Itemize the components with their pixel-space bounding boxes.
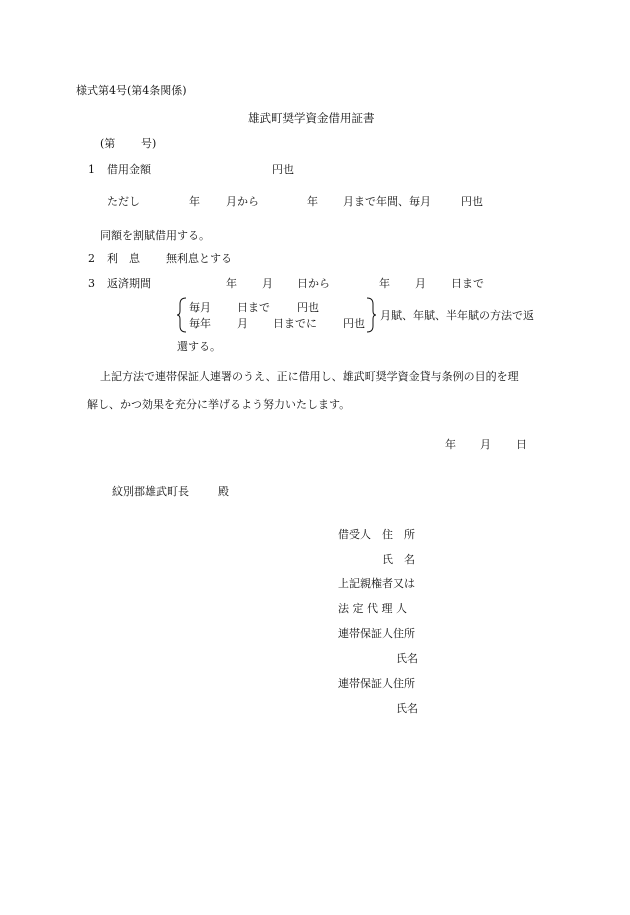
- item-3-number: 3: [88, 277, 95, 290]
- proviso-unit: 円也: [461, 195, 483, 208]
- item-2-value: 無利息とする: [166, 252, 232, 265]
- borrower-address-label: 住 所: [382, 528, 415, 541]
- pledge-line-1: 上記方法で連帯保証人連署のうえ、正に借用し、雄武町奨学資金貸与条例の目的を理: [100, 370, 519, 383]
- proviso-year-2: 年: [307, 195, 318, 208]
- monthly-day: 日まで: [237, 301, 270, 314]
- period-year-1: 年: [226, 277, 237, 290]
- addressee-name: 紋別郡雄武町長: [112, 485, 189, 498]
- proviso-month-to: 月まで年間、毎月: [343, 195, 431, 208]
- period-day-to: 日まで: [451, 277, 484, 290]
- yearly-label: 毎年: [189, 317, 211, 330]
- number-close: 号): [141, 137, 157, 150]
- installment-note: 同額を割賦借用する。: [100, 229, 210, 242]
- item-1-number: 1: [88, 163, 95, 176]
- guarantor-1-name-label: 氏名: [396, 652, 418, 665]
- monthly-label: 毎月: [189, 301, 211, 314]
- number-open: (第: [100, 137, 116, 150]
- proviso-year-1: 年: [189, 195, 200, 208]
- date-day: 日: [516, 438, 527, 451]
- period-month-2: 月: [415, 277, 426, 290]
- form-label: 様式第4号(第4条関係): [76, 84, 187, 97]
- period-month-1: 月: [262, 277, 273, 290]
- pledge-line-2: 解し、かつ効果を充分に挙げるよう努力いたします。: [87, 398, 351, 411]
- proviso-tadashi: ただし: [107, 195, 140, 208]
- left-brace-icon: [176, 297, 188, 333]
- right-brace-icon: [365, 297, 377, 333]
- period-year-2: 年: [379, 277, 390, 290]
- item-3-label: 返済期間: [107, 277, 151, 290]
- guardian-label-1: 上記親権者又は: [338, 577, 415, 590]
- monthly-unit: 円也: [297, 301, 319, 314]
- borrower-label: 借受人: [338, 528, 371, 541]
- proviso-month-from: 月から: [226, 195, 259, 208]
- repayment-method: 月賦、年賦、半年賦の方法で返: [380, 309, 534, 322]
- guarantor-2-address-label: 連帯保証人住所: [338, 677, 415, 690]
- guarantor-2-name-label: 氏名: [396, 702, 418, 715]
- item-2-label: 利 息: [107, 252, 140, 265]
- item-1-unit: 円也: [272, 163, 294, 176]
- yearly-month: 月: [237, 317, 248, 330]
- borrower-name-label: 氏 名: [382, 553, 415, 566]
- period-day-from: 日から: [297, 277, 330, 290]
- yearly-unit: 円也: [343, 317, 365, 330]
- yearly-day: 日までに: [273, 317, 317, 330]
- date-year: 年: [445, 438, 456, 451]
- addressee-honorific: 殿: [218, 485, 229, 498]
- item-1-label: 借用金額: [107, 163, 151, 176]
- guardian-label-2: 法 定 代 理 人: [338, 602, 407, 615]
- document-title: 雄武町奨学資金借用証書: [248, 111, 375, 125]
- date-month: 月: [480, 438, 491, 451]
- repayment-method-continued: 還する。: [177, 340, 221, 353]
- guarantor-1-address-label: 連帯保証人住所: [338, 627, 415, 640]
- item-2-number: 2: [88, 252, 95, 265]
